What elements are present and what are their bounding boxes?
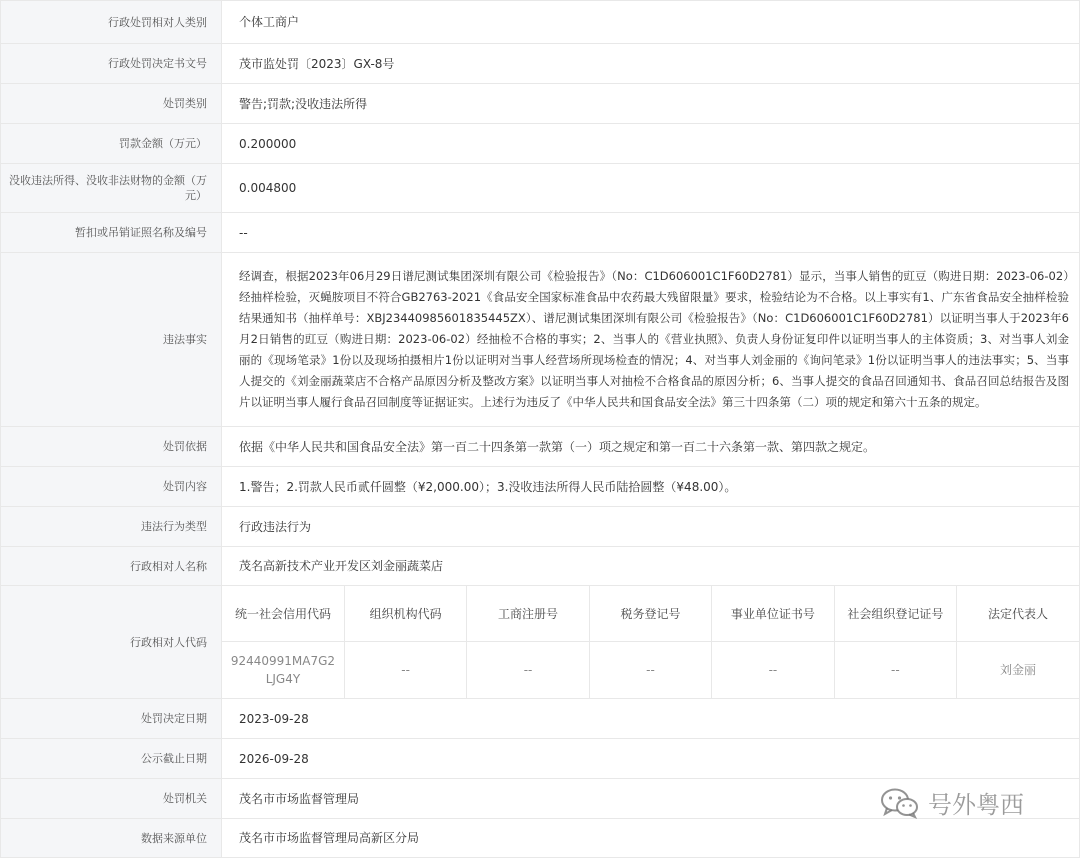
row-label: 处罚类别 [1, 84, 222, 124]
table-row [1, 213, 1080, 253]
row-label: 行政处罚决定书文号 [1, 44, 222, 84]
row-label: 数据来源单位 [1, 819, 222, 858]
row-label: 处罚依据 [1, 427, 222, 467]
table-row [1, 44, 1080, 84]
row-value: 警告;罚款;没收违法所得 [222, 84, 1080, 124]
row-label: 处罚内容 [1, 467, 222, 507]
code-header: 统一社会信用代码 [222, 586, 344, 642]
code-header: 税务登记号 [589, 586, 711, 642]
code-header: 工商注册号 [467, 586, 589, 642]
row-value: 个体工商户 [222, 1, 1080, 44]
table-row [1, 779, 1080, 819]
code-header: 社会组织登记证号 [834, 586, 956, 642]
code-header: 法定代表人 [957, 586, 1079, 642]
table-row [1, 507, 1080, 547]
row-value: 0.200000 [222, 124, 1080, 164]
code-header-row [222, 586, 1079, 642]
row-value: 依据《中华人民共和国食品安全法》第一百二十四条第一款第（一）项之规定和第一百二十六条第一款、第四款之规定。 [222, 427, 1080, 467]
code-value: -- [344, 642, 466, 699]
row-label: 违法行为类型 [1, 507, 222, 547]
row-label: 行政相对人代码 [1, 586, 222, 699]
row-value: 0.004800 [222, 164, 1080, 213]
code-table [222, 586, 1079, 698]
row-value: 茂名市市场监督管理局 [222, 779, 1080, 819]
credit-code-value: 92440991MA7G2LJG4Y [222, 642, 344, 699]
table-row [1, 427, 1080, 467]
row-value: 茂名高新技术产业开发区刘金丽蔬菜店 [222, 547, 1080, 586]
code-header: 事业单位证书号 [712, 586, 834, 642]
table-row [1, 253, 1080, 427]
row-value: 2026-09-28 [222, 739, 1080, 779]
table-row [1, 586, 1080, 699]
table-row [1, 739, 1080, 779]
table-row [1, 1, 1080, 44]
code-value: -- [589, 642, 711, 699]
row-label: 公示截止日期 [1, 739, 222, 779]
row-label: 暂扣或吊销证照名称及编号 [1, 213, 222, 253]
table-row [1, 819, 1080, 858]
table-row [1, 547, 1080, 586]
row-label: 没收违法所得、没收非法财物的金额（万元） [1, 164, 222, 213]
row-label: 处罚机关 [1, 779, 222, 819]
violation-facts: 经调查，根据2023年06月29日谱尼测试集团深圳有限公司《检验报告》（No：C1D606001C1F60D2781）显示，当事人销售的豇豆（购进日期：2023-06-02）经抽样检验，灭蝇胺项目不符合GB2763-2021《食品安全国家标准食品中农药最大残留限量》要求，检验结论为不合格。以上事实有1、广东省食品安全抽样检验结果通知书（抽样单号：XBJ23440985601835445ZX）、谱尼测试集团深圳有限公司《检验报告》（No：C1D606001C1F60D2781）以证明当事人于2023年6月2日销售的豇豆（购进日期：2023-06-02）经抽检不合格的事实；2、当事人的《营业执照》、负责人身份证复印件以证明当事人的主体资质；3、对当事人刘金丽的《现场笔录》1份以及现场拍摄相片1份以证明对当事人经营场所现场检查的情况；4、对当事人刘金丽的《询问笔录》1份以证明当事人的违法事实；5、当事人提交的《刘金丽蔬菜店不合格产品原因分析及整改方案》以证明当事人对抽检不合格食品的原因分析；6、当事人提交的食品召回通知书、食品召回总结报告及图片以证明当事人履行食品召回制度等证据证实。上述行为违反了《中华人民共和国食品安全法》第三十四条第（二）项的规定和第六十五条的规定。 [222, 253, 1080, 427]
code-value: -- [834, 642, 956, 699]
code-table-cell [222, 586, 1080, 699]
legal-representative-value: 刘金丽 [1000, 663, 1037, 677]
code-value: -- [467, 642, 589, 699]
code-header: 组织机构代码 [344, 586, 466, 642]
table-row [1, 84, 1080, 124]
row-value: 茂名市市场监督管理局高新区分局 [222, 819, 1080, 858]
row-value: 茂市监处罚〔2023〕GX-8号 [222, 44, 1080, 84]
row-value: -- [222, 213, 1080, 253]
code-value-row [222, 642, 1079, 699]
row-label: 行政相对人名称 [1, 547, 222, 586]
table-row [1, 699, 1080, 739]
row-value: 1.警告；2.罚款人民币贰仟圆整（¥2,000.00）；3.没收违法所得人民币陆拾圆整（¥48.00）。 [222, 467, 1080, 507]
row-label: 罚款金额（万元） [1, 124, 222, 164]
row-value: 行政违法行为 [222, 507, 1080, 547]
code-value: -- [712, 642, 834, 699]
table-row [1, 164, 1080, 213]
row-label: 处罚决定日期 [1, 699, 222, 739]
row-label: 违法事实 [1, 253, 222, 427]
table-row [1, 124, 1080, 164]
watermark-text: 号外粤西 [928, 791, 1024, 819]
row-label: 行政处罚相对人类别 [1, 1, 222, 44]
table-row [1, 467, 1080, 507]
row-value: 2023-09-28 [222, 699, 1080, 739]
